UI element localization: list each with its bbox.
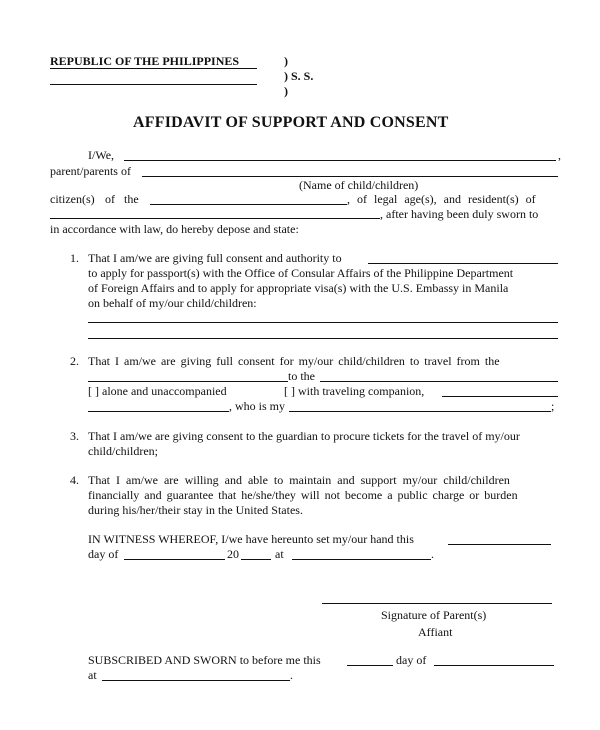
paren-mark: ) — [284, 54, 288, 68]
subscribed-day-blank-line — [347, 665, 393, 666]
item-number: 1. — [70, 251, 79, 265]
parents-of-label: parent/parents of — [50, 164, 131, 178]
item-text: on behalf of my/our child/children: — [88, 296, 257, 310]
subscribed-at: at — [88, 668, 97, 682]
republic-heading: REPUBLIC OF THE PHILIPPINES — [50, 54, 240, 68]
item-text: That I am/we are giving full consent and authority to — [88, 251, 342, 265]
iwe-label: I/We, — [88, 148, 115, 162]
name-caption: (Name of child/children) — [299, 178, 419, 192]
children-blank-line — [88, 322, 558, 323]
item-number: 2. — [70, 354, 79, 368]
ss-mark: ) S. S. — [284, 69, 314, 83]
affiant-label: Affiant — [418, 625, 453, 639]
legal-age-text: , of legal age(s), and resident(s) of — [347, 192, 536, 206]
child-name-blank-line — [142, 176, 558, 177]
item-text: to apply for passport(s) with the Office of Consular Affairs of the Philippine Department — [88, 266, 514, 280]
comma: , — [558, 148, 561, 162]
who-is-text: , who is my — [229, 399, 286, 413]
citizens-label: citizen(s) — [50, 192, 95, 206]
witness-text: IN WITNESS WHEREOF, I/we have hereunto set my/our hand this — [88, 532, 414, 546]
item-text: child/children; — [88, 444, 158, 458]
from-blank-line — [88, 381, 288, 382]
witness-year-blank-line — [241, 559, 271, 560]
after-sworn-text: , after having been duly sworn to — [380, 207, 539, 221]
period: . — [290, 668, 293, 682]
item-number: 3. — [70, 429, 79, 443]
signature-line — [322, 603, 552, 604]
companion-blank-line — [442, 396, 558, 397]
alone-checkbox-text: [ ] alone and unaccompanied — [88, 384, 227, 398]
subscribed-place-blank-line — [102, 680, 290, 681]
witness-at: at — [275, 547, 284, 561]
document-title: AFFIDAVIT OF SUPPORT AND CONSENT — [133, 114, 449, 131]
accordance-text: in accordance with law, do hereby depose and state: — [50, 222, 299, 236]
witness-month-blank-line — [124, 559, 225, 560]
children-blank-line — [88, 338, 558, 339]
country-blank-line — [150, 204, 347, 205]
period: . — [431, 547, 434, 561]
companion-checkbox-text: [ ] with traveling companion, — [284, 384, 425, 398]
witness-year: 20 — [227, 547, 239, 561]
residence-blank-line — [50, 218, 380, 219]
destination-blank-line — [320, 381, 558, 382]
relationship-blank-line — [289, 411, 551, 412]
item-text: during his/her/their stay in the United States. — [88, 503, 303, 517]
subscribed-month-blank-line — [434, 665, 554, 666]
name-blank-line — [124, 160, 556, 161]
header-blank-line — [50, 68, 257, 69]
witness-place-blank-line — [292, 559, 431, 560]
item-text: That I am/we are giving full consent for my/our child/children to travel from the — [88, 354, 500, 368]
citizens-the: the — [124, 192, 139, 206]
witness-day-blank-line — [448, 544, 551, 545]
to-the-text: to the — [288, 369, 315, 383]
paren-mark: ) — [284, 84, 288, 98]
companion-name-blank-line — [88, 411, 229, 412]
authority-blank-line — [368, 263, 558, 264]
signature-label: Signature of Parent(s) — [381, 608, 487, 622]
item-text: That I am/we are giving consent to the guardian to procure tickets for the travel of my/our — [88, 429, 520, 443]
semicolon: ; — [551, 399, 555, 413]
header-blank-line — [50, 84, 257, 85]
witness-day-of: day of — [88, 547, 119, 561]
citizens-of: of — [105, 192, 115, 206]
item-number: 4. — [70, 473, 79, 487]
item-text: financially and guarantee that he/she/they will not become a public charge or burden — [88, 488, 518, 502]
subscribed-day-of: day of — [396, 653, 427, 667]
subscribed-text: SUBSCRIBED AND SWORN to before me this — [88, 653, 321, 667]
item-text: of Foreign Affairs and to apply for appropriate visa(s) with the U.S. Embassy in Manila — [88, 281, 509, 295]
item-text: That I am/we are willing and able to maintain and support my/our child/children — [88, 473, 510, 487]
